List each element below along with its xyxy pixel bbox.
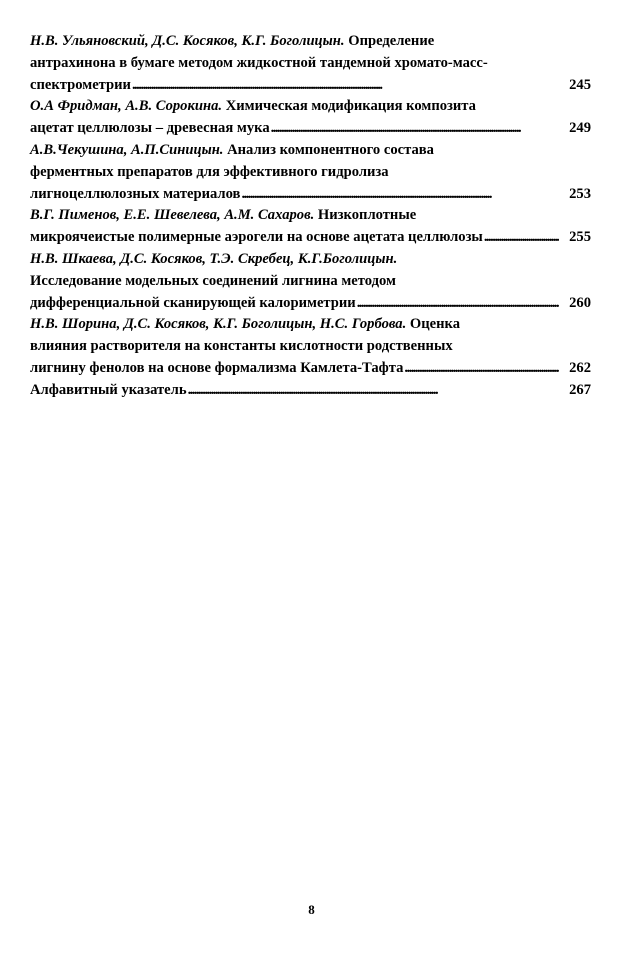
toc-entry [30,205,591,249]
toc-entry-page: 249 [569,120,591,137]
toc-entry-authors: Н.В. Шкаева, Д.С. Косяков, Т.Э. Скребец, К.Г.Боголицын. [30,250,398,267]
toc-entry-title: микроячеистые полимерные аэрогели на основе ацетата целлюлозы [30,229,483,246]
dot-leader [241,184,559,206]
toc-entry [30,96,591,140]
toc-entry-authors: В.Г. Пименов, Е.Е. Шевелева, А.М. Сахаров. [30,207,315,224]
toc-entry-title: дифференциальной сканирующей калориметрии [30,294,356,311]
table-of-contents [30,31,591,402]
toc-entry-page: 253 [569,185,591,202]
toc-entry-title: ацетат целлюлозы – древесная мука [30,120,270,137]
toc-entry-title: Анализ компонентного состава [227,141,434,158]
toc-entry-title: Алфавитный указатель [30,381,187,398]
toc-entry-title: Определение [348,33,435,49]
toc-entry-page: 255 [569,229,591,246]
toc-entry-title: лигноцеллюлозных материалов [30,185,241,202]
dot-leader [132,75,559,97]
toc-entry-title: ферментных препаратов для эффективного гидролиза [30,163,389,180]
dot-leader [188,380,559,402]
toc-entry-authors: О.А Фридман, А.В. Сорокина. [30,98,223,115]
toc-entry-page: 262 [569,359,591,376]
toc-entry-page: 260 [569,294,591,311]
toc-entry-authors: Н.В. Шорина, Д.С. Косяков, К.Г. Боголицын, Н.С. Горбова. [30,316,407,333]
toc-entry [30,380,591,402]
page-number: 8 [308,902,315,917]
toc-entry-title: антрахинона в бумаге методом жидкостной тандемной хромато-масс- [30,54,488,71]
toc-entry-title: влияния растворителя на константы кислотности родственных [30,338,453,355]
toc-entry-title: Низкоплотные [317,207,417,224]
toc-entry-authors: А.В.Чекушина, А.П.Синицын. [30,141,224,158]
toc-entry-page: 245 [569,76,591,93]
toc-entry-title: Химическая модификация композита [225,98,476,115]
toc-entry-authors: Н.В. Ульяновский, Д.С. Косяков, К.Г. Боголицын. [30,33,345,49]
toc-entry-title: Исследование модельных соединений лигнина методом [30,272,396,289]
dot-leader [357,293,559,315]
dot-leader [271,118,559,140]
toc-entry-title: спектрометрии [30,76,131,93]
toc-entry [30,140,591,205]
toc-entry [30,31,591,96]
dot-leader [404,358,559,380]
toc-entry-title: лигнину фенолов на основе формализма Камлета-Тафта [30,359,404,376]
toc-entry [30,249,591,314]
toc-entry [30,314,591,379]
toc-entry-title: Оценка [409,316,461,333]
toc-entry-page: 267 [569,381,591,398]
dot-leader [484,227,559,249]
